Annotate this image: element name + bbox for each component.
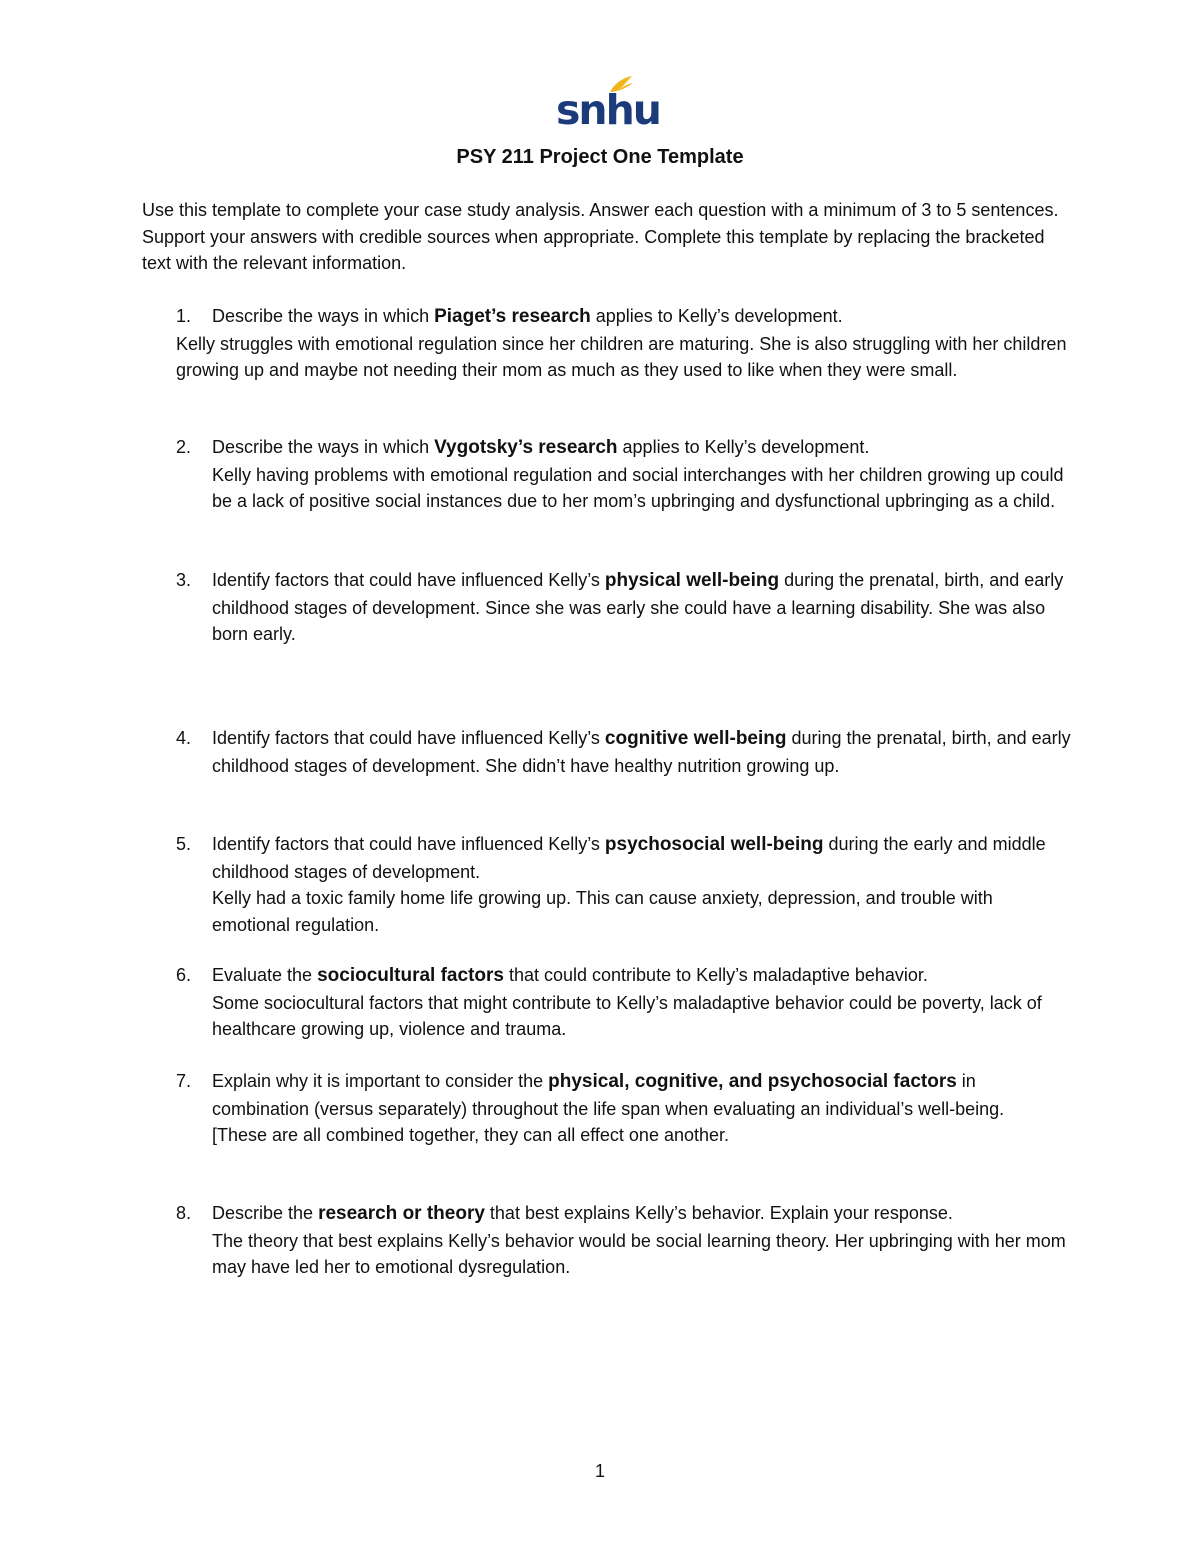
keyword: cognitive well-being	[604, 728, 787, 749]
question-7	[142, 1068, 1072, 1149]
snhu-logo	[556, 74, 660, 134]
question-answer: Kelly had a toxic family home life growing up. This can cause anxiety, depression, and trouble with emotional regulation.	[212, 888, 993, 935]
question-1	[142, 303, 1072, 384]
question-prompt: 5. Identify factors that could have influenced Kelly’s psychosocial well-being during the early and middle childhood stages of development.	[142, 831, 1072, 885]
intro-paragraph: Use this template to complete your case study analysis. Answer each question with a minimum of 3 to 5 sentences. Support your answers with credible sources when appropriate. Complete this template by replacing the bracketed text with the relevant information.	[142, 200, 1059, 273]
keyword: Vygotsky’s research	[434, 437, 618, 458]
keyword: research or theory	[318, 1203, 485, 1224]
keyword: physical well-being	[604, 570, 780, 591]
question-5	[142, 831, 1072, 938]
question-number: 3.	[176, 570, 192, 590]
keyword: psychosocial well-being	[604, 834, 824, 855]
question-prompt: 6. Evaluate the sociocultural factors that could contribute to Kelly’s maladaptive behavior.	[142, 962, 1072, 990]
question-answer: Kelly having problems with emotional regulation and social interchanges with her children growing up could be a lack of positive social instances due to her mom’s upbringing and dysfunctional upbringing as a child.	[212, 464, 1064, 511]
question-answer: Kelly struggles with emotional regulation since her children are maturing. She is also struggling with her children growing up and maybe not needing their mom as much as they used to like when they were small.	[176, 333, 1067, 380]
question-prompt: 3. Identify factors that could have influenced Kelly’s physical well-being during the prenatal, birth, and early childhood stages of development. Since she was early she could have a learning disability. She was also born early.	[142, 567, 1072, 648]
question-4	[142, 725, 1072, 779]
question-number: 5.	[176, 834, 192, 854]
keyword: physical, cognitive, and psychosocial factors	[548, 1071, 957, 1092]
question-number: 1.	[176, 306, 192, 326]
question-prompt: 2. Describe the ways in which Vygotsky’s research applies to Kelly’s development.	[142, 434, 1072, 462]
question-number: 4.	[176, 728, 192, 748]
question-3	[142, 567, 1072, 648]
keyword: Piaget’s research	[434, 306, 591, 327]
question-prompt: 7. Explain why it is important to consider the physical, cognitive, and psychosocial factors in combination (versus separately) throughout the life span when evaluating an individual’s well-being.	[142, 1068, 1072, 1122]
question-answer: [These are all combined together, they can all effect one another.	[212, 1125, 730, 1145]
page-number: 1	[594, 1461, 605, 1481]
question-answer: Some sociocultural factors that might contribute to Kelly’s maladaptive behavior could be poverty, lack of healthcare growing up, violence and trauma.	[212, 992, 1042, 1039]
question-number: 2.	[176, 437, 192, 457]
question-number: 8.	[176, 1203, 192, 1223]
question-prompt: 4. Identify factors that could have influenced Kelly’s cognitive well-being during the prenatal, birth, and early childhood stages of development. She didn’t have healthy nutrition growing up.	[142, 725, 1072, 779]
logo-text: snhu	[556, 86, 660, 134]
question-prompt: 8. Describe the research or theory that best explains Kelly’s behavior. Explain your response.	[142, 1200, 1072, 1228]
keyword: sociocultural factors	[317, 965, 504, 986]
question-prompt: 1. Describe the ways in which Piaget’s research applies to Kelly’s development.	[142, 303, 1072, 331]
question-number: 7.	[176, 1071, 192, 1091]
question-8	[142, 1200, 1072, 1281]
question-number: 6.	[176, 965, 192, 985]
question-answer: The theory that best explains Kelly’s behavior would be social learning theory. Her upbringing with her mom may have led her to emotional dysregulation.	[212, 1230, 1066, 1277]
question-2	[142, 434, 1072, 515]
question-6	[142, 962, 1072, 1043]
page-title: PSY 211 Project One Template	[456, 146, 744, 168]
